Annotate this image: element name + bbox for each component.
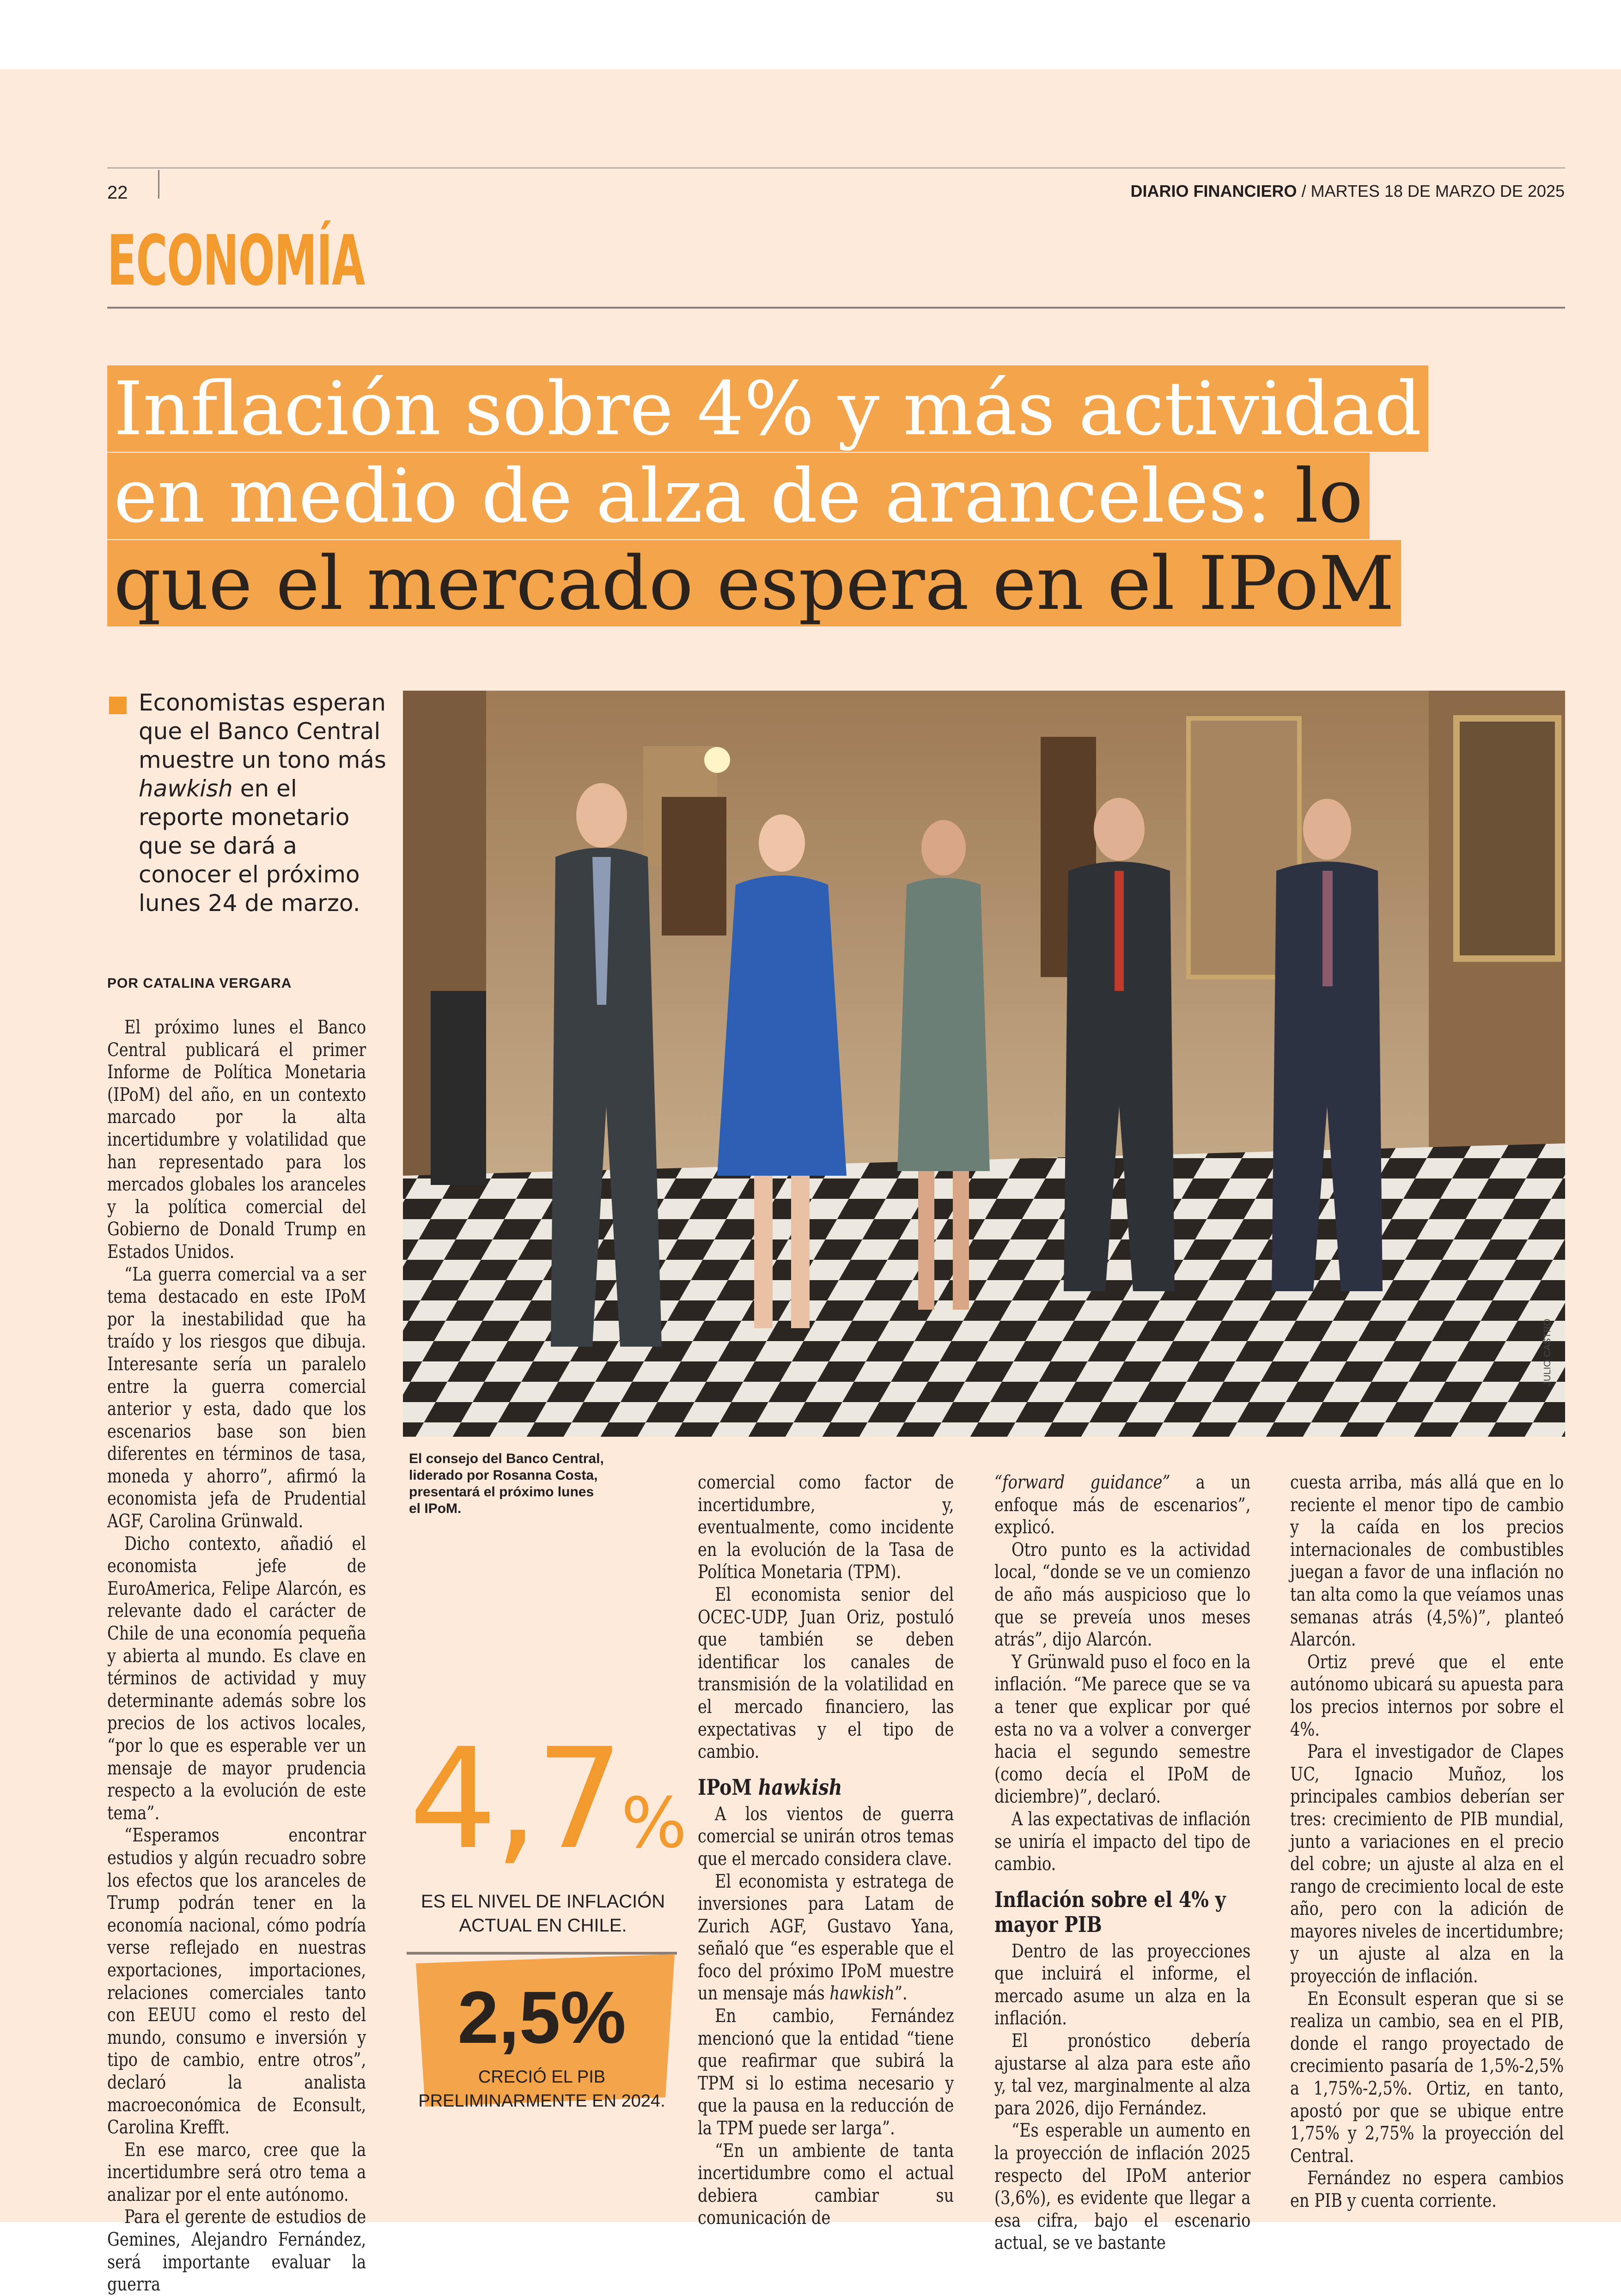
paragraph: Para el investigador de Clapes UC, Ignacio Muñoz, los principales cambios deberían ser tres: crecimiento de PIB mundial, junto a variaciones en el precio del cobre; un ajuste al alza en el rango de crecimiento local de este año, pero con la adición de mayores niveles de incertidumbre; y un ajuste al alza en la proyección de inflación. — [1290, 1741, 1564, 1987]
top-rule — [107, 167, 1565, 169]
publication-name: DIARIO FINANCIERO — [1130, 182, 1297, 200]
paragraph: “En un ambiente de tanta incertidumbre como el actual debiera cambiar su comunicación de — [698, 2140, 954, 2229]
paragraph: A los vientos de guerra comercial se unirán otros temas que el mercado considera clave. — [698, 1803, 954, 1870]
body-column-4 — [1290, 1471, 1564, 2212]
paragraph: Otro punto es la actividad local, “donde se ve un comienzo de año más auspicioso que lo que se preveía unos meses atrás”, dijo Alarcón. — [994, 1539, 1251, 1651]
inflation-figure: 4,7% — [409, 1719, 684, 1880]
subheading: Inflación sobre el 4% y mayor PIB — [994, 1887, 1226, 1938]
paragraph: En ese marco, cree que la incertidumbre será otro tema a analizar por el ente autónomo. — [107, 2139, 366, 2205]
paragraph: En Econsult esperan que si se realiza un cambio, sea en el PIB, donde el rango proyectado de crecimiento pasaría de 1,5%-2,5% a 1,75%-2,5%. Ortiz, en tanto, apostó por que se ubique entre 1,75% y 2,75% la proyección del Central. — [1290, 1988, 1564, 2167]
paragraph: Dicho contexto, añadió el economista jefe de EuroAmerica, Felipe Alarcón, es relevante dado el carácter de Chile de una economía pequeña y abierta al mundo. Es clave en términos de actividad y muy determinante además sobre los precios de los activos locales, “por lo que es esperable ver un mensaje de mayor prudencia respecto a la evolución de este tema”. — [107, 1533, 366, 1824]
masthead — [1130, 182, 1565, 201]
paragraph: A las expectativas de inflación se uniría el impacto del tipo de cambio. — [994, 1808, 1251, 1875]
paragraph: “Esperamos encontrar estudios y algún recuadro sobre los efectos que los aranceles de Trump podrán tener en la economía nacional, cómo podría verse reflejado en nuestras exportaciones, importaciones, relaciones comerciales tanto con EEUU como el resto del mundo, consumo e inversión y tipo de cambio, entre otros”, declaró la analista macroeconómica de Econsult, Carolina Krefft. — [107, 1825, 366, 2138]
subheading: IPoM hawkish — [698, 1774, 842, 1800]
council-photo — [403, 691, 1565, 1437]
page-number: 22 — [107, 182, 128, 203]
paragraph: Dentro de las proyecciones que incluirá el informe, el mercado asume un alza en la inflación. — [994, 1940, 1251, 2029]
section-rule — [107, 307, 1565, 309]
paragraph: “Es esperable un aumento en la proyección de inflación 2025 respecto del IPoM anterior (3,6%), es evidente que llegar a esa cifra, bajo el escenario actual, se ve bastante — [994, 2120, 1251, 2254]
byline: POR CATALINA VERGARA — [107, 976, 292, 991]
photo-caption: El consejo del Banco Central, liderado por Rosanna Costa, presentará el próximo lunes el IPoM. — [409, 1451, 604, 1516]
folio-divider — [158, 170, 159, 199]
lead-bullet-icon — [109, 697, 127, 714]
body-column-3 — [994, 1471, 1250, 2254]
gdp-figure: 2,5% — [457, 1976, 626, 2059]
headline-line-2-dark: lo — [1271, 453, 1363, 539]
paragraph: Y Grünwald puso el foco en la inflación. “Me parece que se va a tener que explicar por qué esta no va a volver a converger hacia el segundo semestre (como decía el IPoM de diciembre)”, declaró. — [994, 1651, 1251, 1808]
paragraph: Fernández no espera cambios en PIB y cuenta corriente. — [1290, 2168, 1564, 2211]
issue-date: / MARTES 18 DE MARZO DE 2025 — [1301, 182, 1565, 200]
inflation-caption: ES EL NIVEL DE INFLACIÓN ACTUAL EN CHILE. — [420, 1891, 665, 1936]
headline — [107, 365, 1540, 627]
paragraph: El economista senior del OCEC-UDP, Juan Oriz, postuló que también se deben identificar los canales de transmisión de la volatilidad en el mercado financiero, las expectativas y el tipo de cambio. — [698, 1584, 954, 1763]
paragraph: “La guerra comercial va a ser tema destacado en este IPoM por la inestabilidad que ha traído y los riesgos que dibuja. Interesante sería un paralelo entre la guerra comercial anterior y esta, dado que los escenarios base son bien diferentes en términos de tasa, moneda y ahorro”, afirmó la economista jefa de Prudential AGF, Carolina Grünwald. — [107, 1263, 366, 1532]
photo-illustration — [403, 691, 1565, 1437]
paragraph: comercial como factor de incertidumbre, y, eventualmente, como incidente en la evolución de la Tasa de Política Monetaria (TPM). — [698, 1472, 954, 1583]
paragraph: “forward guidance” a un enfoque más de escenarios”, explicó. — [994, 1472, 1251, 1538]
paragraph: El economista y estratega de inversiones para Latam de Zurich AGF, Gustavo Yana, señaló que “es esperable que el foco del próximo IPoM muestre un mensaje más hawkish”. — [698, 1871, 954, 2004]
body-column-2 — [698, 1471, 954, 2229]
gdp-caption: CRECIÓ EL PIB PRELIMINARMENTE EN 2024. — [418, 2067, 665, 2111]
paragraph: En cambio, Fernández mencionó que la entidad “tiene que reafirmar que subirá la TPM si lo estima necesario y que la pausa en la reducción de la TPM puede ser larga”. — [698, 2005, 954, 2139]
headline-line-2: en medio de alza de aranceles: — [114, 453, 1272, 539]
headline-line-1: Inflación sobre 4% y más actividad — [107, 365, 1428, 452]
paragraph: El pronóstico debería ajustarse al alza para este año y, tal vez, marginalmente al alza para 2026, dijo Fernández. — [994, 2030, 1251, 2119]
lead-summary: Economistas esperan que el Banco Central muestre un tono más hawkish en el reporte monetario que se dará a conocer el próximo lunes 24 de marzo. — [139, 689, 386, 917]
paragraph: Ortiz prevé que el ente autónomo ubicará su apuesta para los precios internos por sobre el 4%. — [1290, 1651, 1564, 1740]
paragraph: El próximo lunes el Banco Central publicará el primer Informe de Política Monetaria (IPoM) del año, en un contexto marcado por la alta incertidumbre y volatilidad que han representado para los mercados globales los aranceles y la política comercial del Gobierno de Donald Trump en Estados Unidos. — [107, 1017, 366, 1263]
section-title: ECONOMÍA — [107, 221, 365, 301]
body-column-1 — [107, 1016, 366, 2296]
photo-credit: JULIO CASTRO — [1542, 1318, 1553, 1386]
paragraph: cuesta arriba, más allá que en lo reciente el menor tipo de cambio y la caída en los precios internacionales de combustibles juegan a favor de una inflación no tan alta como la que veíamos unas semanas atrás (4,5%)”, planteó Alarcón. — [1290, 1472, 1564, 1651]
paragraph: Para el gerente de estudios de Gemines, Alejandro Fernández, será importante evaluar la guerra — [107, 2206, 366, 2296]
headline-line-3: que el mercado espera en el IPoM — [107, 540, 1401, 626]
